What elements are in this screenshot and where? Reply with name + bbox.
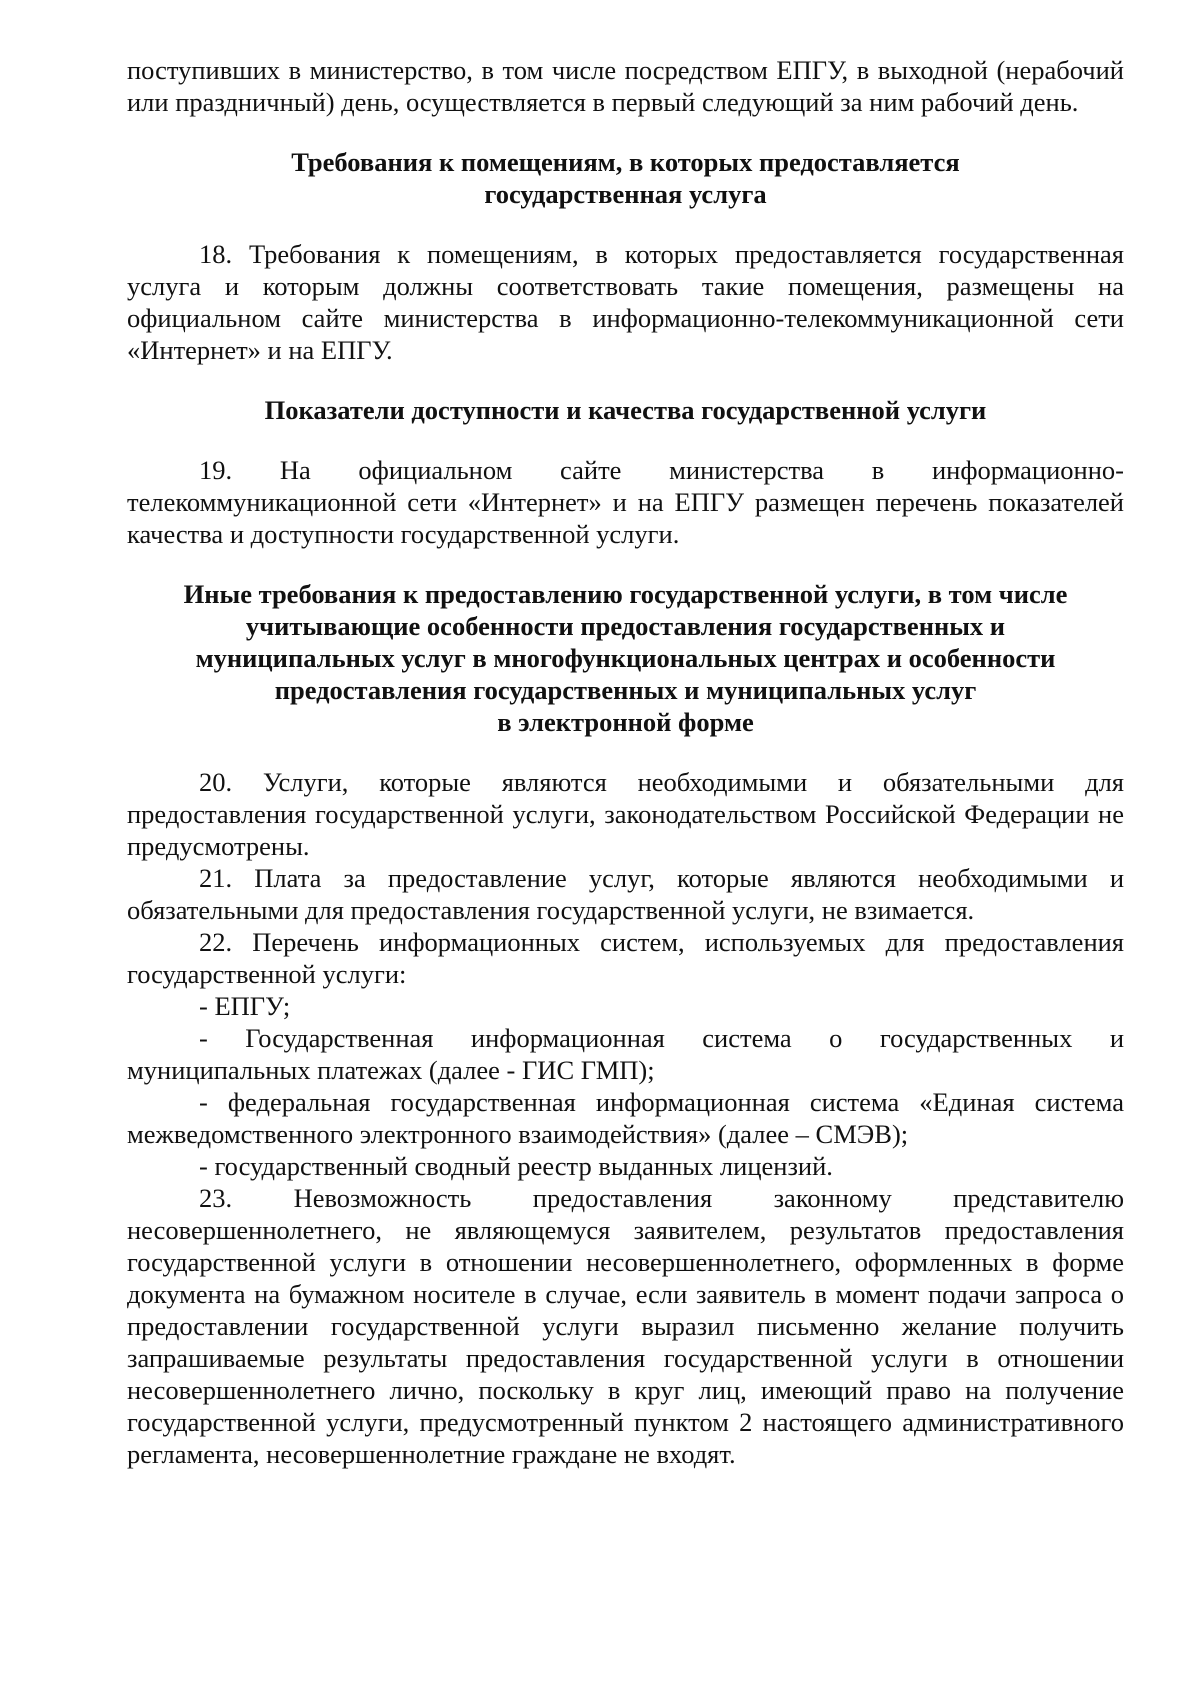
heading-accessibility-indicators: Показатели доступности и качества государственной услуги <box>264 395 987 425</box>
paragraph-21: 21. Плата за предоставление услуг, которые являются необходимыми и обязательными для предоставления государственной услуги, не взимается. <box>127 863 1124 925</box>
paragraph-20: 20. Услуги, которые являются необходимыми и обязательными для предоставления государственной услуги, законодательством Российской Федерации не предусмотрены. <box>127 767 1124 861</box>
continuation-paragraph: поступивших в министерство, в том числе посредством ЕПГУ, в выходной (нерабочий или праздничный) день, осуществляется в первый следующий за ним рабочий день. <box>127 55 1124 117</box>
paragraph-22: 22. Перечень информационных систем, используемых для предоставления государственной услуги: <box>127 927 1124 989</box>
paragraph-23: 23. Невозможность предоставления законному представителю несовершеннолетнего, не являющемуся заявителем, результатов предоставления государственной услуги в отношении несовершеннолетнего, оформленных в форме документа на бумажном носителе в случае, если заявитель в момент подачи запроса о предоставлении государственной услуги выразил письменно желание получить запрашиваемые результаты предоставления государственной услуги в отношении несовершеннолетнего лично, поскольку в круг лиц, имеющий право на получение государственной услуги, предусмотренный пунктом 2 настоящего административного регламента, несовершеннолетние граждане не входят. <box>127 1183 1124 1469</box>
list-item-gis-gmp: - Государственная информационная система о государственных и муниципальных платежах (далее - ГИС ГМП); <box>127 1023 1124 1085</box>
list-item-smev: - федеральная государственная информационная система «Единая система межведомственного электронного взаимодействия» (далее – СМЭВ); <box>127 1087 1124 1149</box>
list-item-license-registry: - государственный сводный реестр выданных лицензий. <box>199 1151 833 1181</box>
list-item-epgu: - ЕПГУ; <box>199 991 291 1021</box>
heading-premises-requirements: Требования к помещениям, в которых предоставляется государственная услуга <box>291 147 960 209</box>
paragraph-19: 19. На официальном сайте министерства в информационно-телекоммуникационной сети «Интернет» и на ЕПГУ размещен перечень показателей качества и доступности государственной услуги. <box>127 455 1124 549</box>
paragraph-18: 18. Требования к помещениям, в которых предоставляется государственная услуга и которым должны соответствовать такие помещения, размещены на официальном сайте министерства в информационно-телекоммуникационной сети «Интернет» и на ЕПГУ. <box>127 239 1124 365</box>
heading-other-requirements: Иные требования к предоставлению государственной услуги, в том числе учитывающие особенности предоставления государственных и муниципальных услуг в многофункциональных центрах и особенности предоставления государственных и муниципальных услуг в электронной форме <box>183 579 1068 737</box>
